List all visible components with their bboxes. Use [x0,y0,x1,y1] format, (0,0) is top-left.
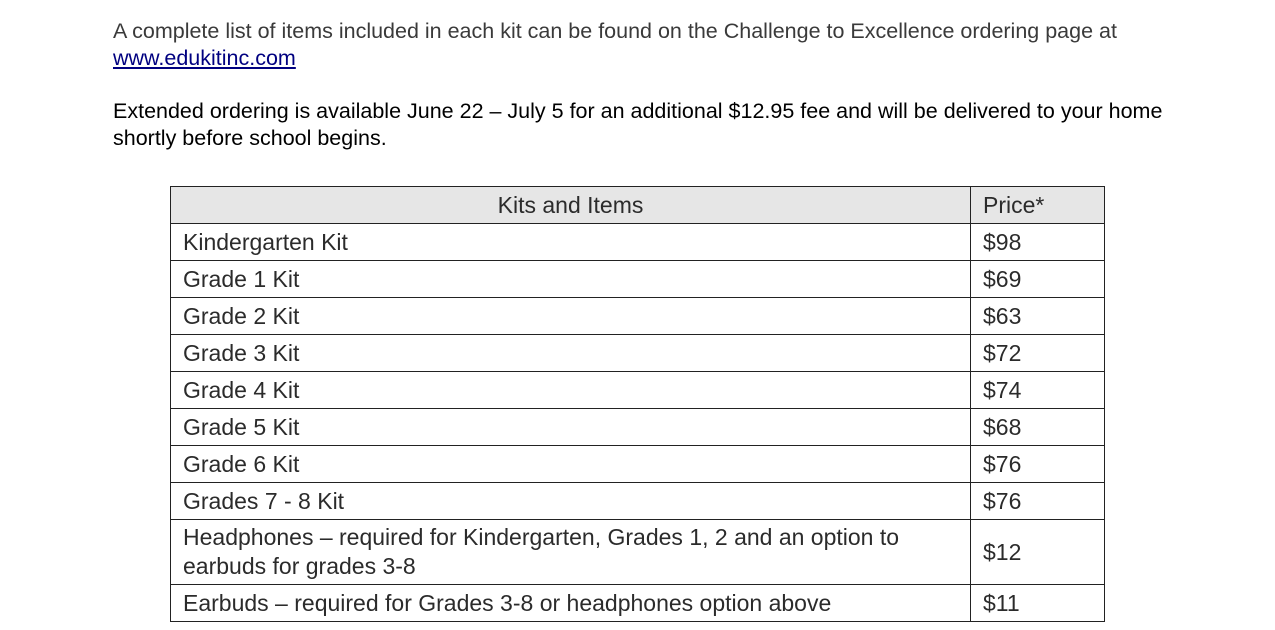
row-item: Grade 1 Kit [171,261,971,298]
row-item: Grade 4 Kit [171,372,971,409]
table-row [171,520,1105,585]
row-item: Grade 2 Kit [171,298,971,335]
row-price: $69 [971,261,1105,298]
ordering-info-text: A complete list of items included in each kit can be found on the Challenge to Excellence ordering page at [113,18,1117,43]
row-price: $98 [971,224,1105,261]
row-item: Earbuds – required for Grades 3-8 or headphones option above [171,585,971,622]
row-price: $74 [971,372,1105,409]
row-item: Grades 7 - 8 Kit [171,483,971,520]
table-row [171,335,1105,372]
row-price: $12 [971,520,1105,585]
row-item: Grade 5 Kit [171,409,971,446]
edukit-website-link[interactable]: www.edukitinc.com [113,45,296,70]
table-row [171,261,1105,298]
table-row [171,298,1105,335]
row-item: Grade 6 Kit [171,446,971,483]
kits-price-table [170,186,1105,622]
table-row [171,372,1105,409]
row-item: Kindergarten Kit [171,224,971,261]
table-row [171,409,1105,446]
row-price: $63 [971,298,1105,335]
extended-ordering-paragraph: Extended ordering is available June 22 – July 5 for an additional $12.95 fee and will be delivered to your home shortly before school begins. [113,98,1163,150]
ordering-info-paragraph [113,18,1193,72]
table-row [171,585,1105,622]
row-item: Grade 3 Kit [171,335,971,372]
row-price: $11 [971,585,1105,622]
row-price: $68 [971,409,1105,446]
row-item: Headphones – required for Kindergarten, Grades 1, 2 and an option to earbuds for grades 3-8 [171,520,971,585]
table-header-row [171,187,1105,224]
header-price: Price* [971,187,1105,224]
row-price: $76 [971,483,1105,520]
row-price: $76 [971,446,1105,483]
row-price: $72 [971,335,1105,372]
header-kits-and-items: Kits and Items [171,187,971,224]
table-row [171,446,1105,483]
table-row [171,483,1105,520]
table-row [171,224,1105,261]
